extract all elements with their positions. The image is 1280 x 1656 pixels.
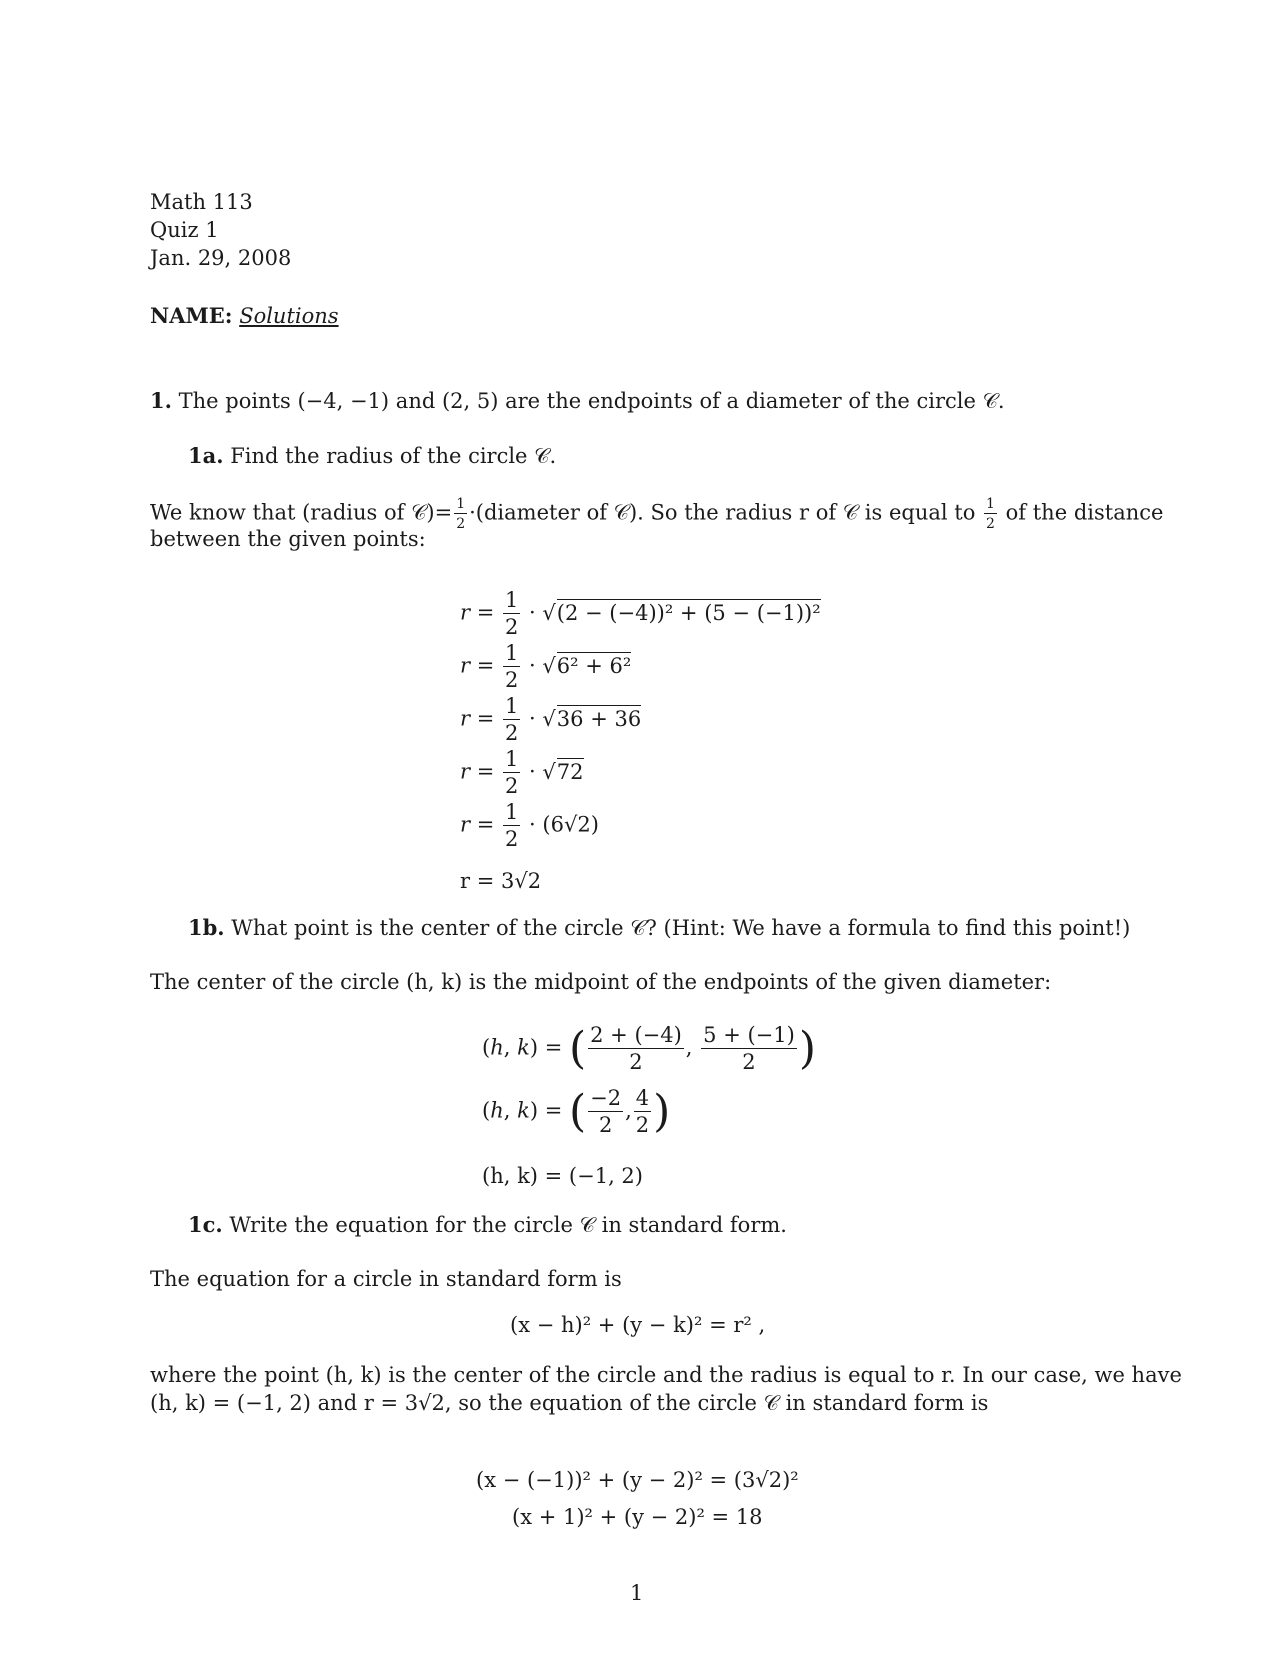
center-step-1-den1: 2: [629, 1050, 643, 1074]
explanation-1a-end: of the distance: [1005, 500, 1164, 525]
name-line: [150, 302, 339, 330]
name-label: NAME:: [150, 303, 233, 328]
question-1a-text: Find the radius of the circle 𝒞.: [230, 444, 557, 468]
question-1c: [188, 1211, 787, 1239]
explanation-1a-line1: We know that (radius of 𝒞)= $\frac{1}{2}$ ·(diameter of 𝒞). So the radius r of 𝒞 is equal to $\frac{1}{2}$ of the distance: [150, 496, 1164, 532]
name-value: Solutions: [239, 304, 339, 328]
explanation-1c-intro: The equation for a circle in standard form is: [150, 1267, 622, 1291]
radius-step-1-radicand: (2 − (−4))² + (5 − (−1))²: [556, 600, 821, 625]
explanation-1c-line1: where the point (h, k) is the center of the circle and the radius is equal to r. In our case, we have: [150, 1363, 1182, 1387]
explanation-1a-line2: between the given points:: [150, 527, 426, 551]
explanation-1a-mid: ·(diameter of 𝒞). So the radius r of 𝒞 is equal to: [469, 500, 976, 525]
question-1a-label: 1a.: [188, 443, 224, 468]
radius-step-3: r = $\frac{1}{2}$ · √36 + 36: [460, 694, 642, 745]
radius-step-4-radicand: 72: [556, 759, 584, 784]
center-step-1-num1: 2 + (−4): [590, 1023, 682, 1047]
radius-step-3-radicand: 36 + 36: [556, 706, 642, 731]
explanation-1c-line2: (h, k) = (−1, 2) and r = 3√2, so the equation of the circle 𝒞 in standard form is: [150, 1391, 989, 1415]
radius-result: r = 3√2: [460, 869, 542, 893]
question-1a: [188, 442, 556, 470]
final-equation-result: (x + 1)² + (y − 2)² = 18: [512, 1505, 763, 1529]
center-step-2-num2: 4: [635, 1086, 650, 1110]
center-step-1-num2: 5 + (−1): [703, 1023, 795, 1047]
radius-step-2: r = $\frac{1}{2}$ · √6² + 6²: [460, 641, 632, 692]
problem-1-number: 1.: [150, 388, 172, 413]
problem-1-text: The points (−4, −1) and (2, 5) are the endpoints of a diameter of the circle 𝒞.: [178, 389, 1005, 413]
quiz-title: Quiz 1: [150, 218, 219, 242]
center-step-2: (h, k) = ( $\frac{-2}{2}$ , $\frac{4}{2}$ ): [482, 1086, 671, 1137]
course-title: Math 113: [150, 190, 253, 214]
center-step-1-den2: 2: [742, 1050, 756, 1074]
explanation-1b: The center of the circle (h, k) is the midpoint of the endpoints of the given diameter:: [150, 970, 1052, 994]
center-result: (h, k) = (−1, 2): [482, 1164, 643, 1188]
center-step-2-den1: 2: [598, 1113, 613, 1137]
radius-step-5: r = $\frac{1}{2}$ · (6√2): [460, 800, 599, 851]
center-step-1: (h, k) = ( $\frac{2 + (-4)}{2}$ , $\frac{5 + (-1)}{2}$ ): [482, 1023, 816, 1074]
radius-step-2-radicand: 6² + 6²: [556, 653, 632, 678]
question-1b-text: What point is the center of the circle 𝒞? (Hint: We have a formula to find this point!): [231, 916, 1131, 940]
problem-1-statement: [150, 387, 1005, 415]
question-1b: [188, 914, 1130, 942]
center-step-2-den2: 2: [635, 1113, 650, 1137]
standard-form-equation: (x − h)² + (y − k)² = r² ,: [510, 1313, 766, 1337]
question-1c-text: Write the equation for the circle 𝒞 in standard form.: [229, 1213, 787, 1237]
radius-step-1: r = $\frac{1}{2}$ · √(2 − (−4))² + (5 − (−1))²: [460, 588, 821, 639]
question-1b-label: 1b.: [188, 915, 225, 940]
explanation-1a-start: We know that (radius of 𝒞)=: [150, 500, 453, 525]
center-step-2-num1: −2: [590, 1086, 622, 1110]
page-number: 1: [630, 1581, 644, 1605]
quiz-date: Jan. 29, 2008: [150, 246, 292, 270]
radius-step-5-value: (6√2): [542, 812, 599, 837]
final-equation-step-1: (x − (−1))² + (y − 2)² = (3√2)²: [476, 1468, 799, 1492]
question-1c-label: 1c.: [188, 1212, 223, 1237]
radius-step-4: r = $\frac{1}{2}$ · √72: [460, 747, 584, 798]
